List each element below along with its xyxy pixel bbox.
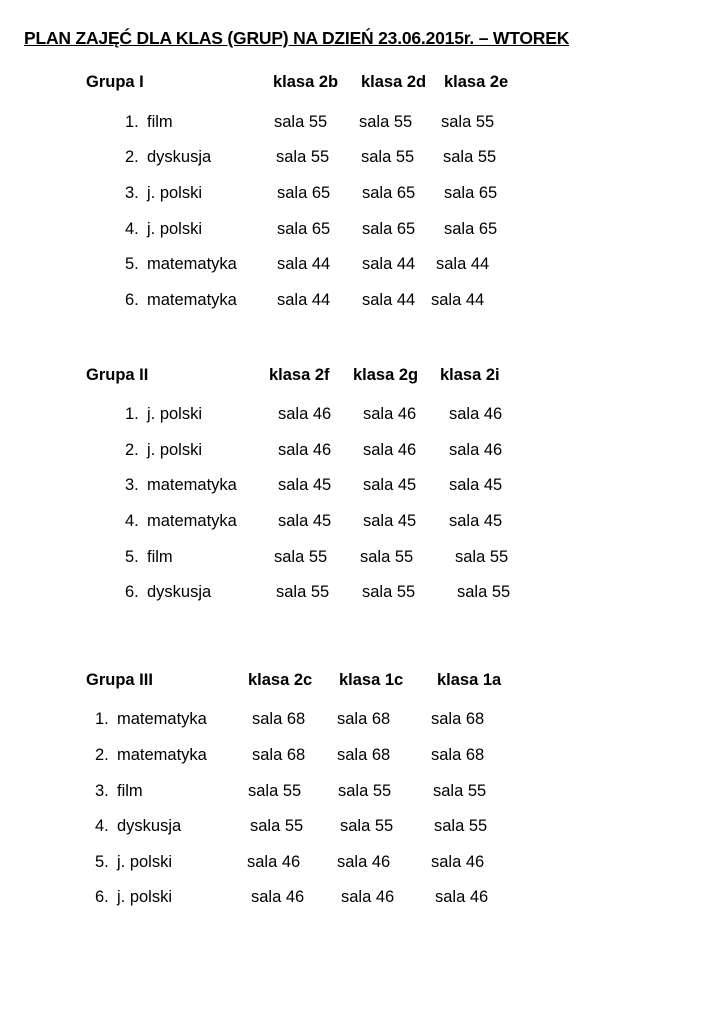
room-cell: sala 55 [361,148,415,166]
lesson-subject: matematyka [147,255,237,273]
room-cell: sala 44 [362,255,416,273]
page-title: PLAN ZAJĘĆ DLA KLAS (GRUP) NA DZIEŃ 23.06.2015r. – WTOREK [24,28,570,48]
room-cell: sala 46 [363,441,417,459]
room-cell: sala 45 [363,512,417,530]
room-cell: sala 46 [435,888,489,906]
lesson-number: 5. [125,548,139,566]
class-header: klasa 2b [273,73,339,91]
lesson-number: 4. [125,220,139,238]
room-cell: sala 65 [362,184,416,202]
room-cell: sala 44 [277,291,331,309]
lesson-subject: j. polski [147,184,203,202]
lesson-number: 6. [95,888,109,906]
room-cell: sala 55 [274,113,328,131]
lesson-subject: j. polski [147,441,203,459]
room-cell: sala 68 [337,710,391,728]
room-cell: sala 46 [337,853,391,871]
lesson-subject: film [147,548,173,566]
room-cell: sala 44 [277,255,331,273]
class-header: klasa 2e [444,73,509,91]
room-cell: sala 55 [276,583,330,601]
lesson-number: 3. [95,782,109,800]
class-header: klasa 1a [437,671,502,689]
room-cell: sala 46 [278,441,332,459]
room-cell: sala 68 [431,710,485,728]
group-name: Grupa III [86,671,153,689]
lesson-subject: j. polski [117,888,173,906]
lesson-number: 1. [125,405,139,423]
room-cell: sala 55 [250,817,304,835]
lesson-number: 2. [95,746,109,764]
lesson-subject: j. polski [147,220,203,238]
room-cell: sala 55 [455,548,509,566]
group-name: Grupa I [86,73,144,91]
room-cell: sala 44 [436,255,490,273]
room-cell: sala 68 [431,746,485,764]
room-cell: sala 44 [431,291,485,309]
room-cell: sala 55 [441,113,495,131]
room-cell: sala 55 [248,782,302,800]
class-header: klasa 2g [353,366,419,384]
room-cell: sala 46 [363,405,417,423]
lesson-number: 4. [125,512,139,530]
room-cell: sala 65 [444,220,498,238]
lesson-number: 3. [125,184,139,202]
lesson-subject: film [147,113,173,131]
room-cell: sala 55 [276,148,330,166]
room-cell: sala 55 [457,583,511,601]
class-header: klasa 2f [269,366,330,384]
room-cell: sala 46 [247,853,301,871]
lesson-number: 5. [125,255,139,273]
lesson-number: 6. [125,583,139,601]
room-cell: sala 65 [277,184,331,202]
room-cell: sala 46 [449,405,503,423]
lesson-subject: film [117,782,143,800]
class-header: klasa 2i [440,366,500,384]
room-cell: sala 45 [449,512,503,530]
lesson-subject: j. polski [117,853,173,871]
lesson-subject: matematyka [117,746,207,764]
lesson-subject: matematyka [117,710,207,728]
lesson-number: 2. [125,441,139,459]
room-cell: sala 55 [443,148,497,166]
group-name: Grupa II [86,366,149,384]
room-cell: sala 55 [433,782,487,800]
room-cell: sala 55 [338,782,392,800]
room-cell: sala 46 [431,853,485,871]
lesson-subject: matematyka [147,476,237,494]
room-cell: sala 65 [362,220,416,238]
lesson-number: 1. [125,113,139,131]
lesson-subject: dyskusja [117,817,182,835]
room-cell: sala 55 [359,113,413,131]
room-cell: sala 68 [252,746,306,764]
lesson-number: 1. [95,710,109,728]
lesson-number: 2. [125,148,139,166]
room-cell: sala 55 [362,583,416,601]
lesson-subject: matematyka [147,291,237,309]
room-cell: sala 55 [274,548,328,566]
room-cell: sala 45 [278,476,332,494]
room-cell: sala 46 [278,405,332,423]
room-cell: sala 55 [434,817,488,835]
lesson-number: 4. [95,817,109,835]
class-header: klasa 2d [361,73,427,91]
room-cell: sala 68 [252,710,306,728]
room-cell: sala 55 [340,817,394,835]
room-cell: sala 44 [362,291,416,309]
lesson-number: 6. [125,291,139,309]
lesson-subject: matematyka [147,512,237,530]
room-cell: sala 65 [444,184,498,202]
room-cell: sala 68 [337,746,391,764]
lesson-subject: dyskusja [147,148,212,166]
lesson-number: 5. [95,853,109,871]
lesson-number: 3. [125,476,139,494]
class-header: klasa 2c [248,671,313,689]
room-cell: sala 45 [363,476,417,494]
room-cell: sala 46 [341,888,395,906]
room-cell: sala 55 [360,548,414,566]
room-cell: sala 46 [251,888,305,906]
lesson-subject: j. polski [147,405,203,423]
room-cell: sala 65 [277,220,331,238]
room-cell: sala 46 [449,441,503,459]
room-cell: sala 45 [278,512,332,530]
lesson-subject: dyskusja [147,583,212,601]
class-header: klasa 1c [339,671,404,689]
room-cell: sala 45 [449,476,503,494]
